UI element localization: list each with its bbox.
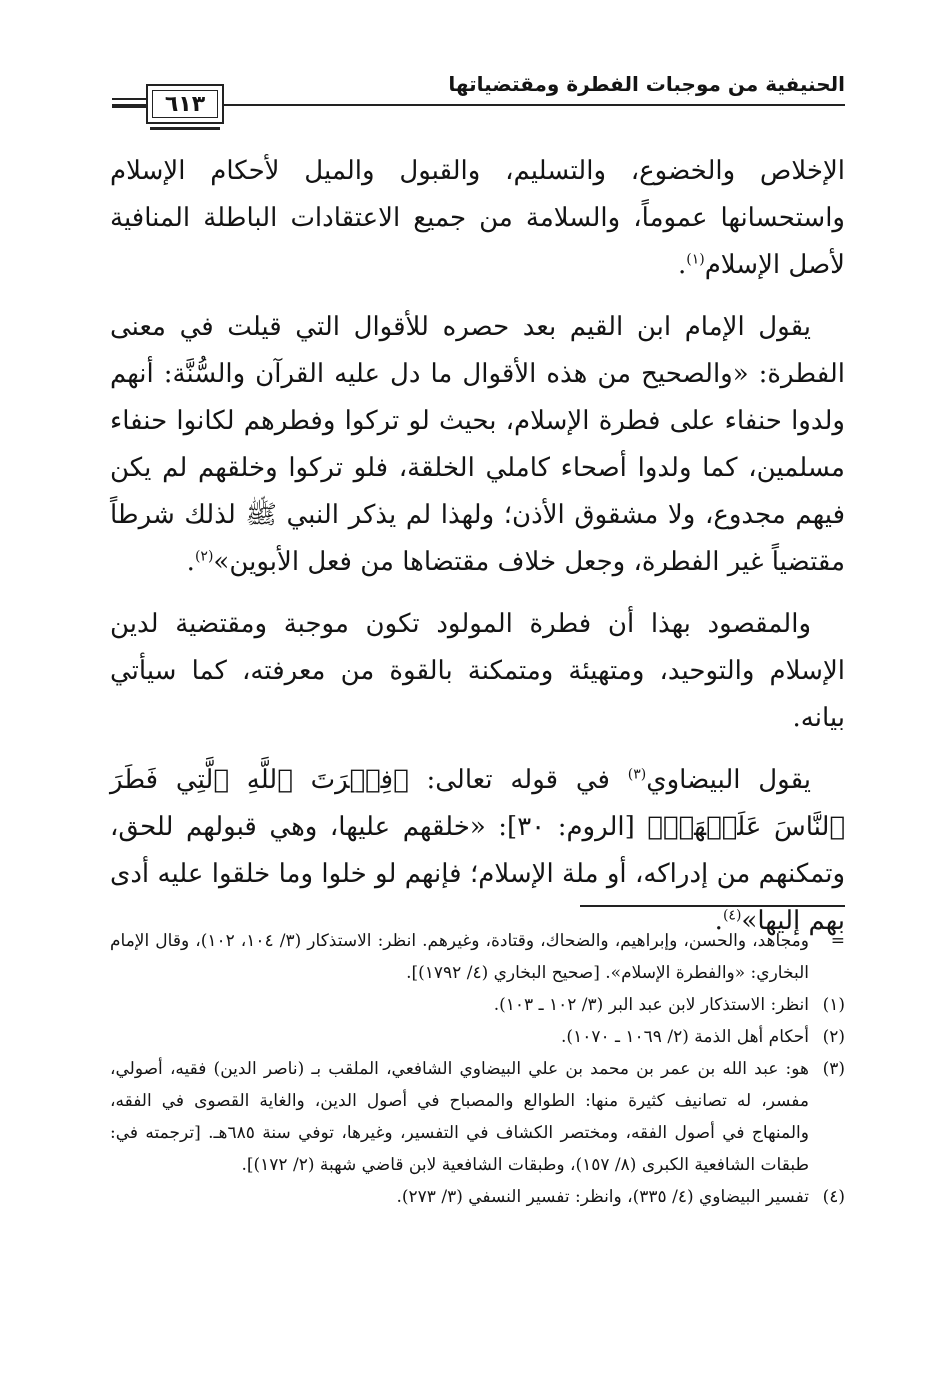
footnote-3	[110, 1053, 845, 1181]
footnote-4	[110, 1181, 845, 1213]
running-header-title: الحنيفية من موجبات الفطرة ومقتضياتها	[448, 72, 845, 96]
footnote-separator	[580, 905, 845, 907]
paragraph-2-text: يقول الإمام ابن القيم بعد حصره للأقوال التي قيلت في معنى الفطرة: «والصحيح من هذه الأقوال ما دل عليه القرآن والسُّنَّة: أنهم ولدوا حنفاء على فطرة الإسلام، بحيث لو تركوا وفطرهم لكانوا حنفاء مسلمين، كما ولدوا أصحاء كاملي الخلقة، فلو تركوا وخلقهم لم يكن فيهم مجدوع، ولا مشقوق الأذن؛ ولهذا لم يذكر النبي ﷺ لذلك شرطاً مقتضياً غير الفطرة، وجعل خلاف مقتضاها من فعل الأبوين»	[110, 312, 845, 577]
paragraph-4	[110, 757, 845, 945]
paragraph-4-start: يقول البيضاوي	[646, 765, 811, 795]
footnote-ref-1: (١)	[686, 251, 705, 268]
paragraph-1	[110, 148, 845, 289]
footnote-text: ومجاهد، والحسن، وإبراهيم، والضحاك، وقتادة، وغيرهم. انظر: الاستذكار (٣/ ١٠٤، ١٠٢)، وقال الإمام البخاري: «والفطرة الإسلام». [صحيح البخاري (٤/ ١٧٩٢)].	[110, 931, 809, 983]
footnote-marker: (٤)	[822, 1187, 845, 1207]
page-number-ornament-lines	[112, 98, 148, 108]
footnote-marker: (٣)	[822, 1059, 845, 1079]
paragraph-4-text: في قوله تعالى: ﴿فِطۡرَتَ ٱللَّهِ ٱلَّتِي فَطَرَ ٱلنَّاسَ عَلَيۡهَاۚ﴾ [الروم: ٣٠]: «خلقهم عليها، وهي قبولهم للحق، وتمكنهم من إدراكه، أو ملة الإسلام؛ فإنهم لو خلوا وما خلقوا عليه أدى بهم إليها»	[110, 765, 845, 936]
paragraph-2-end: .	[186, 547, 195, 577]
footnote-ref-4: (٤)	[722, 907, 742, 924]
footnote-text: أحكام أهل الذمة (٢/ ١٠٦٩ ـ ١٠٧٠).	[561, 1027, 809, 1047]
paragraph-1-end: .	[677, 250, 687, 280]
footnote-2	[110, 1021, 845, 1053]
footnote-marker: (٢)	[822, 1027, 845, 1047]
footnote-continued	[110, 925, 845, 989]
page-number: ٦١٣	[164, 91, 206, 117]
footnote-marker: =	[830, 931, 845, 951]
page-number-frame	[146, 84, 224, 124]
footnote-text: هو: عبد الله بن عمر بن محمد بن علي البيضاوي الشافعي، الملقب بـ (ناصر الدين) فقيه، أصولي، مفسر، له تصانيف كثيرة منها: الطوالع والمصباح في أصول الدين، والغاية القصوى في الفقه، والمنهاج في أصول الفقه، ومختصر الكشاف في التفسير، وغيرها، توفي سنة ٦٨٥هـ. [ترجمته في: طبقات الشافعية الكبرى (٨/ ١٥٧)، وطبقات الشافعية لابن قاضي شهبة (٢/ ١٧٢)].	[110, 1059, 809, 1175]
footnote-text: تفسير البيضاوي (٤/ ٣٣٥)، وانظر: تفسير النسفي (٣/ ٢٧٣).	[396, 1187, 809, 1207]
paragraph-4-end: .	[714, 906, 723, 936]
footnote-text: انظر: الاستذكار لابن عبد البر (٣/ ١٠٢ ـ ١٠٣).	[493, 995, 809, 1015]
paragraph-3: والمقصود بهذا أن فطرة المولود تكون موجبة ومقتضية لدين الإسلام والتوحيد، ومتهيئة ومتمكنة بالقوة من معرفته، كما سيأتي بيانه.	[110, 609, 845, 733]
paragraph-1-text: الإخلاص والخضوع، والتسليم، والقبول والميل لأحكام الإسلام واستحسانها عموماً، والسلامة من جميع الاعتقادات الباطلة المنافية لأصل الإسلام	[110, 156, 845, 280]
footnote-1	[110, 989, 845, 1021]
footnote-marker: (١)	[822, 995, 845, 1015]
footnote-ref-3: (٣)	[627, 766, 647, 783]
paragraph-2	[110, 304, 845, 586]
main-text	[110, 148, 845, 960]
footnote-ref-2: (٢)	[194, 548, 214, 565]
footnotes	[110, 925, 845, 1213]
